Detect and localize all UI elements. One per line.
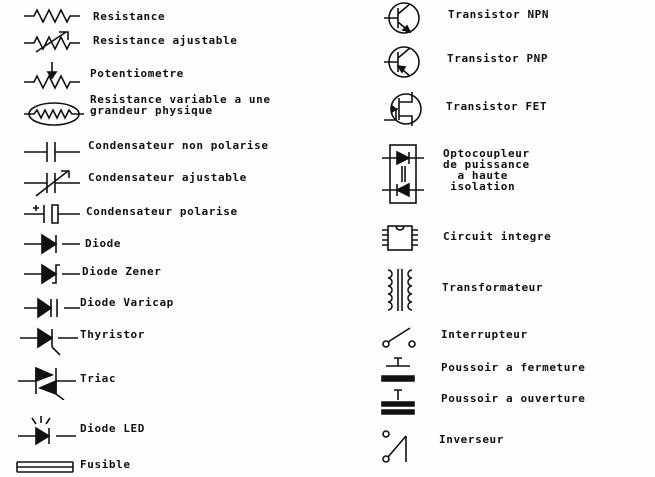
- label-resistance: Resistance: [93, 10, 166, 23]
- label-transistor-npn: Transistor NPN: [448, 8, 550, 21]
- label-transistor-pnp: Transistor PNP: [447, 52, 549, 65]
- diode-icon: [22, 233, 82, 255]
- label-thyristor: Thyristor: [80, 328, 146, 341]
- integrated-circuit-icon: [380, 222, 420, 254]
- label-resistance-variable: Resistance variable a une grandeur physique: [90, 93, 271, 117]
- label-diode-varicap: Diode Varicap: [80, 296, 174, 309]
- label-transformateur: Transformateur: [442, 281, 544, 294]
- adjustable-capacitor-icon: [22, 168, 82, 198]
- resistor-icon: [22, 6, 82, 26]
- label-poussoir-fermeture: Poussoir a fermeture: [441, 361, 586, 374]
- label-transistor-fet: Transistor FET: [446, 100, 548, 113]
- label-optocoupleur: Optocoupleur de puissance a haute isolation: [443, 147, 530, 193]
- label-condensateur-ajustable: Condensateur ajustable: [88, 171, 247, 184]
- optocoupler-icon: [380, 142, 428, 208]
- switch-icon: [380, 324, 420, 350]
- adjustable-resistor-icon: [22, 28, 82, 54]
- label-fusible: Fusible: [80, 458, 131, 471]
- zener-diode-icon: [22, 262, 82, 286]
- label-condensateur-non-polarise: Condensateur non polarise: [88, 139, 269, 152]
- label-circuit-integre: Circuit integre: [443, 230, 552, 243]
- triac-icon: [16, 364, 78, 400]
- pnp-transistor-icon: [382, 44, 428, 80]
- changeover-switch-icon: [378, 426, 414, 466]
- push-button-no-icon: [380, 356, 416, 384]
- variable-resistor-icon: [22, 96, 86, 132]
- label-interrupteur: Interrupteur: [441, 328, 528, 341]
- label-diode-led: Diode LED: [80, 422, 146, 435]
- label-poussoir-ouverture: Poussoir a ouverture: [441, 392, 586, 405]
- label-triac: Triac: [80, 372, 117, 385]
- label-resistance-ajustable: Resistance ajustable: [93, 34, 238, 47]
- push-button-nc-icon: [380, 388, 416, 416]
- transformer-icon: [380, 267, 420, 313]
- led-icon: [16, 414, 78, 446]
- label-potentiometre: Potentiometre: [90, 67, 184, 80]
- label-diode: Diode: [85, 237, 122, 250]
- label-diode-zener: Diode Zener: [82, 265, 162, 278]
- capacitor-icon: [22, 140, 82, 164]
- label-inverseur: Inverseur: [439, 433, 505, 446]
- varicap-diode-icon: [22, 296, 82, 320]
- npn-transistor-icon: [382, 0, 428, 36]
- label-condensateur-polarise: Condensateur polarise: [86, 205, 238, 218]
- potentiometer-icon: [22, 60, 82, 90]
- thyristor-icon: [18, 324, 80, 356]
- polarized-capacitor-icon: [22, 202, 82, 226]
- fuse-icon: [14, 459, 76, 475]
- fet-transistor-icon: [382, 90, 430, 128]
